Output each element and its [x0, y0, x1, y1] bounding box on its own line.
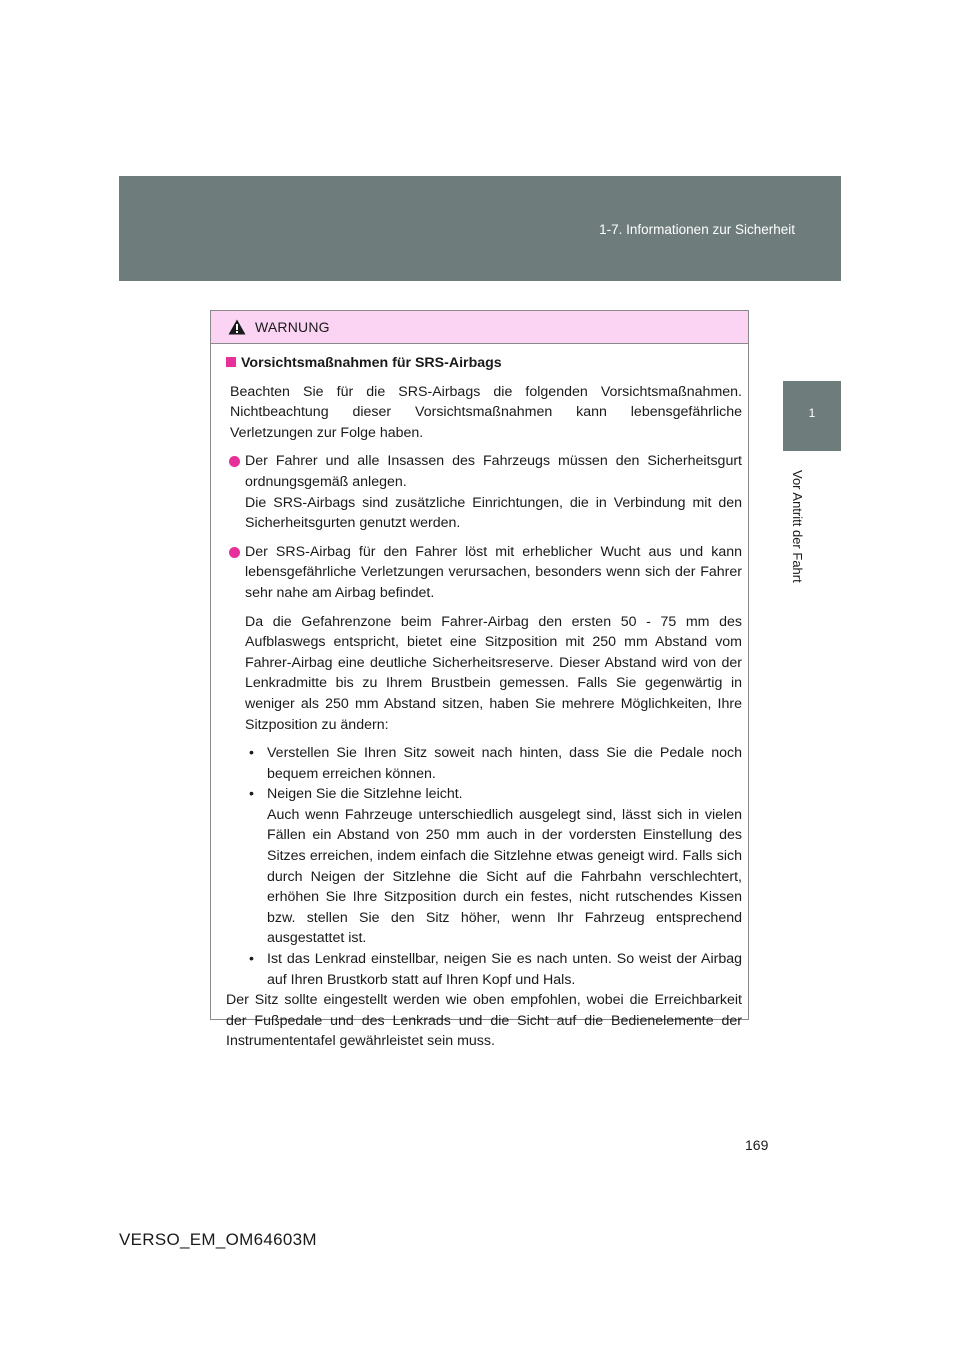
gefahrenzone-paragraph: Da die Gefahrenzone beim Fahrer-Airbag den ersten 50 - 75 mm des Aufblaswegs entspricht, bietet eine Sitzposition mit 250 mm Abstand vom Fahrer-Airbag eine deutliche Sicherheitsreserve. Dieser Abstand wird von der Lenkradmitte bis zu Ihrem Brustbein gemessen. Falls Sie gegenwärtig in weniger als 250 mm Abstand sitzen, haben Sie mehrere Möglichkeiten, Ihre Sitzposition zu ändern:	[245, 613, 742, 733]
warning-heading-text: Vorsichtsmaßnahmen für SRS-Airbags	[241, 355, 502, 371]
warning-body	[226, 353, 742, 1052]
warning-intro: Beachten Sie für die SRS-Airbags die folgenden Vorsichtsmaßnahmen. Nichtbeachtung dieser Vorsichtsmaßnahmen kann lebensgefährliche Verletzungen zur Folge haben.	[230, 383, 742, 441]
warning-header	[211, 311, 748, 344]
list-item-text: Ist das Lenkrad einstellbar, neigen Sie es nach unten. So weist der Airbag auf Ihren Brustkorb statt auf Ihren Kopf und Hals.	[267, 951, 742, 988]
list-item	[249, 949, 742, 990]
list-item	[249, 743, 742, 784]
bullet-text-continued: Die SRS-Airbags sind zusätzliche Einrichtungen, die in Verbindung mit den Sicherheitsgurten genutzt werden.	[245, 494, 742, 532]
warning-heading	[226, 353, 742, 374]
chapter-tab	[783, 381, 841, 451]
options-list	[226, 743, 742, 990]
page-number: 169	[745, 1137, 769, 1153]
bullet-dot-icon: •	[249, 745, 254, 762]
chapter-number: 1	[808, 406, 816, 420]
list-item	[249, 784, 742, 949]
bullet-item	[226, 542, 742, 604]
warning-title: WARNUNG	[255, 319, 330, 335]
section-header-bar	[119, 176, 841, 281]
closing-paragraph: Der Sitz sollte eingestellt werden wie oben empfohlen, wobei die Erreichbarkeit der Fußpedale und des Lenkrads und die Sicht auf die Bedienelemente der Instrumententafel gewährleistet sein muss.	[226, 992, 742, 1050]
bullet-text: Der Fahrer und alle Insassen des Fahrzeugs müssen den Sicherheitsgurt ordnungsgemäß anlegen.	[245, 453, 742, 490]
warning-triangle-icon	[228, 319, 246, 335]
warning-box	[210, 310, 749, 1050]
list-item-text: Verstellen Sie Ihren Sitz soweit nach hinten, dass Sie die Pedale noch bequem erreichen können.	[267, 745, 742, 782]
bullet-dot-icon: •	[249, 951, 254, 968]
bullet-text: Der SRS-Airbag für den Fahrer löst mit erheblicher Wucht aus und kann lebensgefährliche Verletzungen verursachen, besonders wenn sich der Fahrer sehr nahe am Airbag befindet.	[245, 543, 742, 601]
list-item-text-continued: Auch wenn Fahrzeuge unterschiedlich ausgelegt sind, lässt sich in vielen Fällen ein Abstand von 250 mm auch in der vordersten Einstellung des Sitzes erreichen, indem einfach die Sitzlehne etwas geneigt wird. Falls sich durch Neigen der Sitzlehne die Sicht auf die Fahrbahn verschlechtert, erhöhen Sie Ihre Sitzposition durch ein festes, nicht rutschendes Kissen bzw. stellen Sie den Sitz höher, wenn Ihr Fahrzeug entsprechend ausgestattet ist.	[267, 806, 742, 947]
document-code: VERSO_EM_OM64603M	[119, 1230, 317, 1249]
section-title: 1-7. Informationen zur Sicherheit	[599, 222, 795, 237]
pink-dot-bullet-icon	[229, 547, 240, 558]
bullet-dot-icon: •	[249, 786, 254, 803]
pink-dot-bullet-icon	[229, 456, 240, 467]
square-bullet-icon	[226, 357, 236, 367]
chapter-label-text: Vor Antritt der Fahrt	[790, 470, 805, 583]
list-item-text: Neigen Sie die Sitzlehne leicht.	[267, 786, 463, 803]
chapter-side-label	[786, 470, 812, 600]
bullet-item	[226, 451, 742, 533]
